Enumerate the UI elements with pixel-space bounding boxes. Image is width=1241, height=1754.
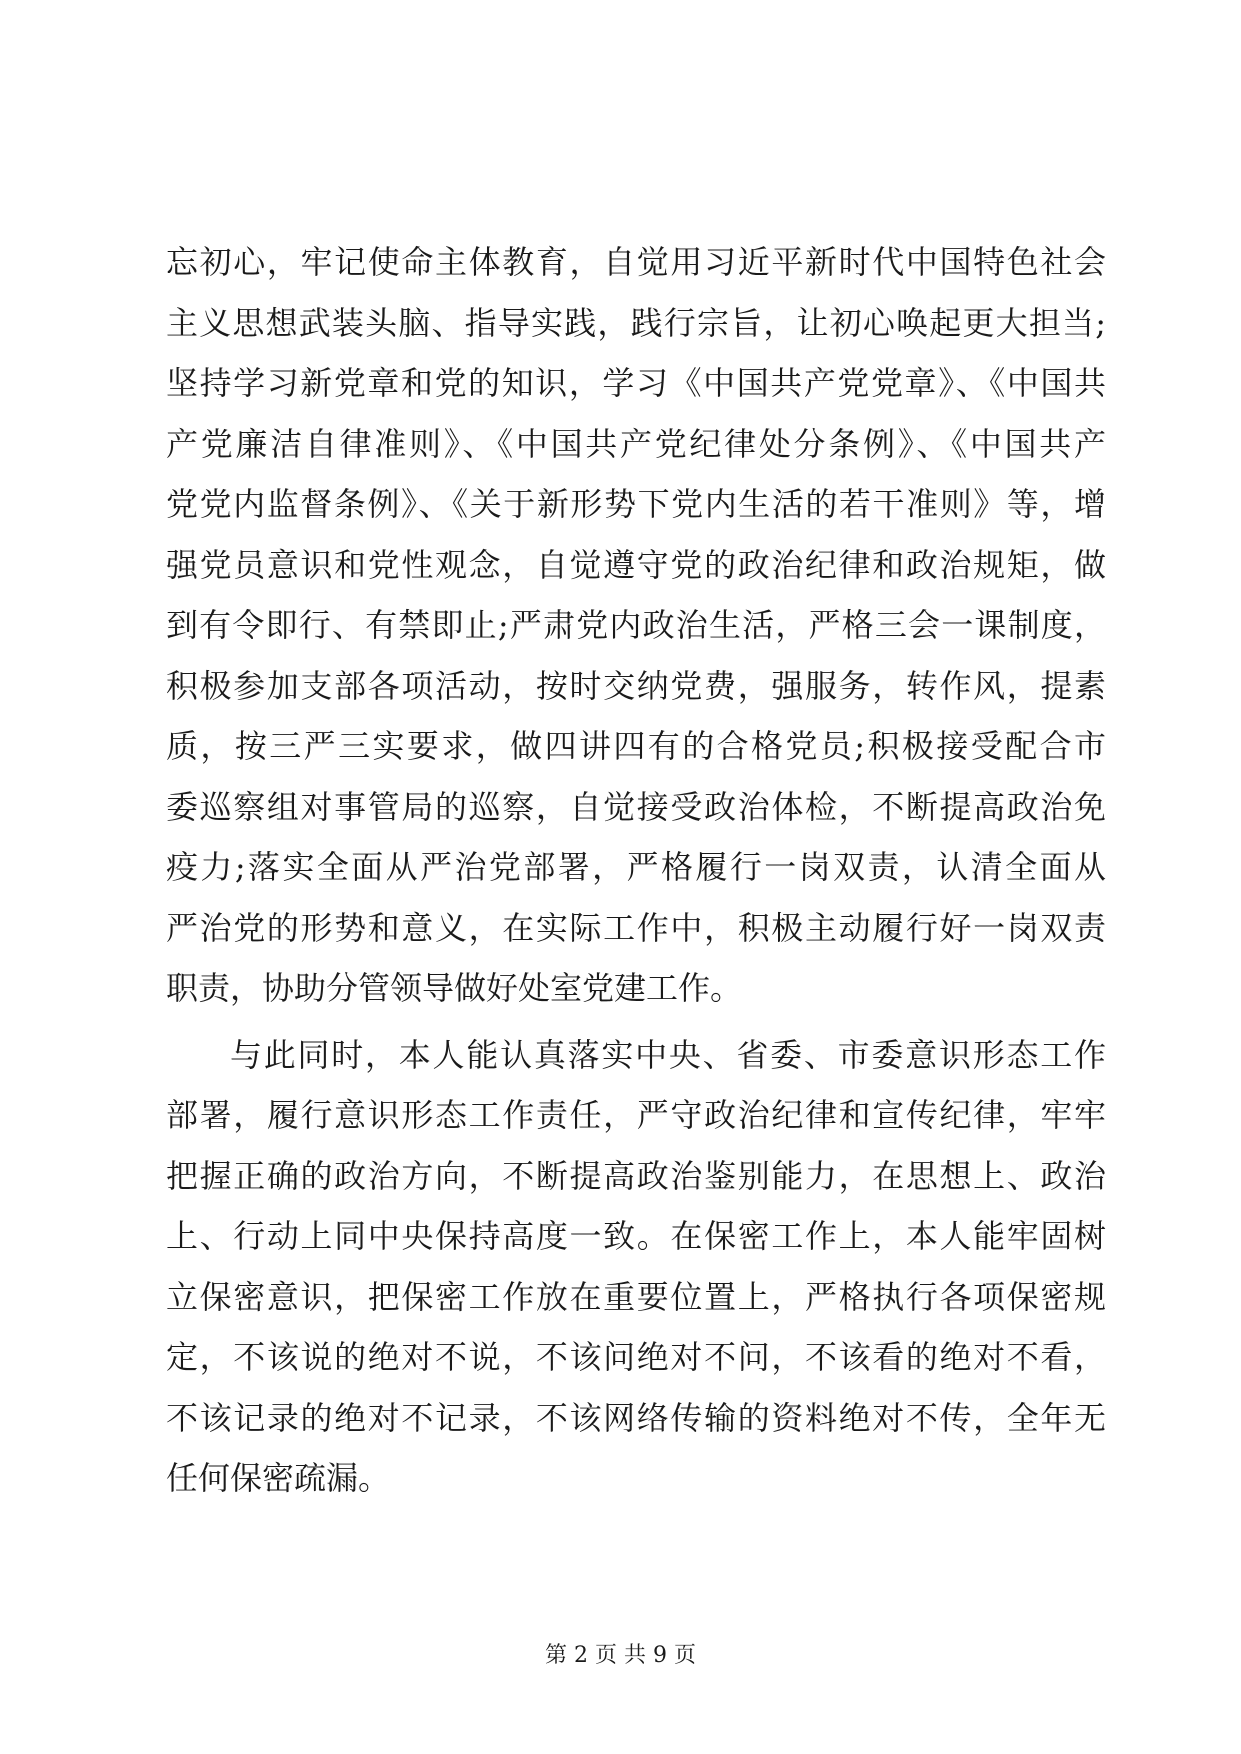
- text-line: 积极参加支部各项活动，按时交纳党费，强服务，转作风，提素: [166, 666, 1106, 705]
- text-line: 把握正确的政治方向，不断提高政治鉴别能力，在思想上、政治: [166, 1156, 1106, 1195]
- paragraph-2: [166, 1025, 1106, 1509]
- text-line: 党党内监督条例》、《关于新形势下党内生活的若干准则》等，增: [166, 485, 1106, 523]
- text-line: 职责，协助分管领导做好处室党建工作。: [166, 969, 743, 1007]
- text-line: 主义思想武装头脑、指导实践，践行宗旨，让初心唤起更大担当;: [166, 303, 1106, 342]
- text-line: 严治党的形势和意义，在实际工作中，积极主动履行好一岗双责: [166, 908, 1106, 947]
- text-line: 定，不该说的绝对不说，不该问绝对不问，不该看的绝对不看，: [166, 1338, 1106, 1376]
- paragraph-1: [166, 232, 1106, 1019]
- text-line: 部署，履行意识形态工作责任，严守政治纪律和宣传纪律，牢牢: [166, 1096, 1106, 1134]
- text-line: 到有令即行、有禁即止;严肃党内政治生活，严格三会一课制度，: [166, 606, 1106, 644]
- text-line: 不该记录的绝对不记录，不该网络传输的资料绝对不传，全年无: [166, 1398, 1106, 1437]
- text-line: 坚持学习新党章和党的知识，学习《中国共产党党章》、《中国共: [166, 364, 1106, 402]
- text-line: 立保密意识，把保密工作放在重要位置上，严格执行各项保密规: [166, 1277, 1106, 1316]
- page-number-footer: 第 2 页 共 9 页: [545, 1643, 696, 1668]
- text-line: 质，按三严三实要求，做四讲四有的合格党员;积极接受配合市: [166, 727, 1106, 765]
- text-line: 强党员意识和党性观念，自觉遵守党的政治纪律和政治规矩，做: [166, 545, 1106, 584]
- text-line: 忘初心，牢记使命主体教育，自觉用习近平新时代中国特色社会: [166, 243, 1106, 281]
- text-line: 与此同时，本人能认真落实中央、省委、市委意识形态工作: [230, 1035, 1106, 1074]
- text-line: 任何保密疏漏。: [166, 1459, 391, 1497]
- text-line: 产党廉洁自律准则》、《中国共产党纪律处分条例》、《中国共产: [166, 424, 1106, 463]
- text-line: 上、行动上同中央保持高度一致。在保密工作上，本人能牢固树: [166, 1217, 1106, 1255]
- text-line: 委巡察组对事管局的巡察，自觉接受政治体检，不断提高政治免: [166, 787, 1106, 826]
- text-line: 疫力;落实全面从严治党部署，严格履行一岗双责，认清全面从: [166, 848, 1106, 886]
- document-body: [166, 232, 1106, 1509]
